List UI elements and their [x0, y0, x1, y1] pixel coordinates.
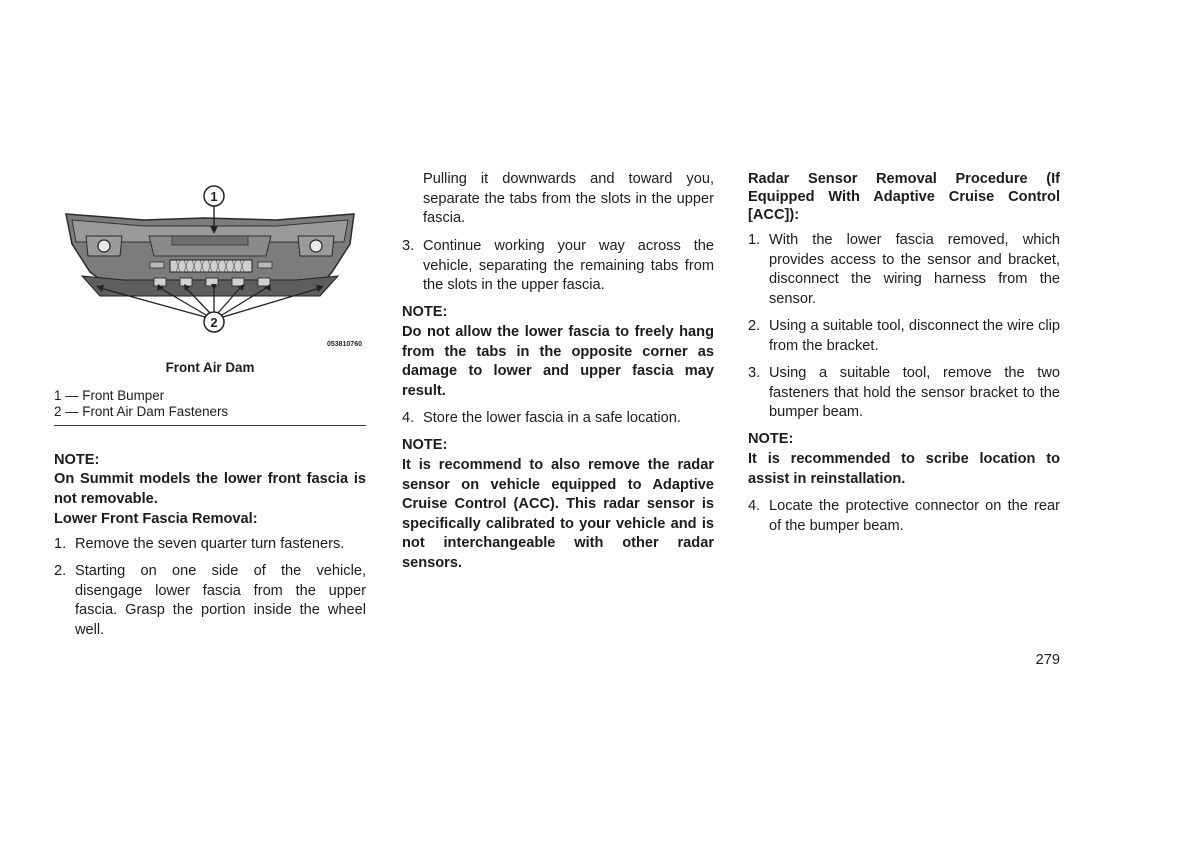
list-item	[402, 237, 714, 296]
figure-caption: Front Air Dam	[165, 360, 255, 375]
list-text: Using a suitable tool, remove the two fasteners that hold the sensor bracket to the bumper beam.	[769, 365, 1060, 421]
list-text: Remove the seven quarter turn fasteners.	[75, 536, 345, 552]
section-heading: Lower Front Fascia Removal:	[54, 511, 258, 527]
list-number: 2.	[54, 563, 67, 579]
note-label: NOTE:	[54, 452, 100, 468]
list-number: 4.	[402, 410, 415, 426]
list-text: Continue working your way across the vehicle, separating the remaining tabs from the slots in the upper fascia.	[423, 238, 714, 294]
list-text: Starting on one side of the vehicle, disengage lower fascia from the upper fascia. Grasp the portion inside the wheel well.	[75, 563, 366, 638]
list-item	[748, 364, 1060, 423]
list-item	[54, 562, 366, 640]
list-number: 1.	[54, 536, 67, 552]
list-text: Locate the protective connector on the rear of the bumper beam.	[769, 498, 1060, 534]
callout-2-label: 2	[210, 315, 218, 330]
list-number: 3.	[402, 238, 415, 254]
figure-code: 053810760	[326, 341, 362, 348]
legend-item: 1 — Front Bumper	[54, 388, 165, 403]
note-text: It is recommend to also remove the radar sensor on vehicle equipped to Adaptive Cruise Control (ACC). This radar sensor is specifically calibrated to your vehicle and is not interchangeable with other radar sensors.	[402, 457, 714, 571]
page-number: 279	[1035, 652, 1060, 668]
list-item	[748, 231, 1060, 309]
list-item	[748, 497, 1060, 536]
legend-item: 2 — Front Air Dam Fasteners	[54, 404, 229, 420]
note-label: NOTE:	[402, 304, 448, 320]
list-text: Using a suitable tool, disconnect the wire clip from the bracket.	[769, 318, 1060, 354]
front-air-dam-figure	[54, 180, 366, 350]
legend-divider	[54, 425, 366, 426]
list-number: 3.	[748, 365, 761, 381]
list-item	[402, 409, 714, 429]
front-air-dam-illustration	[54, 180, 366, 350]
callout-1-label: 1	[210, 189, 218, 204]
continued-text: Pulling it downwards and toward you, separate the tabs from the slots in the upper fascia.	[423, 171, 714, 227]
note-text: On Summit models the lower front fascia is not removable.	[54, 471, 366, 507]
list-item	[54, 535, 366, 555]
figure-legend	[54, 388, 366, 421]
list-number: 4.	[748, 498, 761, 514]
note-text: It is recommended to scribe location to assist in reinstallation.	[748, 451, 1060, 487]
note-text: Do not allow the lower fascia to freely hang from the tabs in the opposite corner as damage to lower and upper fascia may result.	[402, 324, 714, 399]
list-number: 1.	[748, 232, 761, 248]
note-label: NOTE:	[402, 437, 448, 453]
list-text: Store the lower fascia in a safe location.	[423, 410, 681, 426]
note-label: NOTE:	[748, 431, 794, 447]
section-heading: Radar Sensor Removal Procedure (If Equipped With Adaptive Cruise Control [ACC]):	[748, 171, 1060, 223]
list-number: 2.	[748, 318, 761, 334]
list-text: With the lower fascia removed, which provides access to the sensor and bracket, disconnect the wiring harness from the sensor.	[769, 232, 1060, 307]
list-item	[748, 317, 1060, 356]
